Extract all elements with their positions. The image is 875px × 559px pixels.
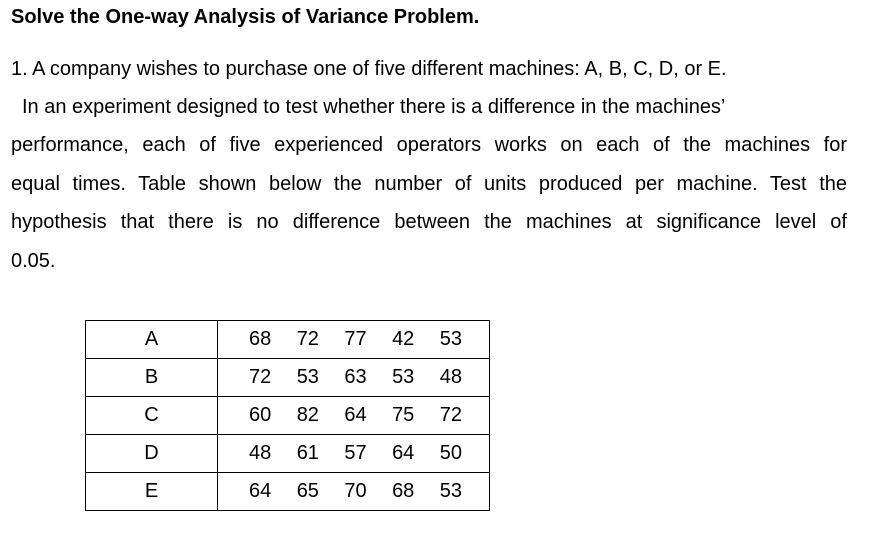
machine-values-cell	[218, 321, 490, 359]
value: 70	[344, 480, 367, 502]
value: 53	[439, 480, 462, 502]
machine-label: E	[86, 473, 218, 511]
value: 53	[392, 366, 415, 388]
value: 72	[249, 366, 272, 388]
machine-values-cell	[218, 473, 490, 511]
table-row-b	[86, 359, 490, 397]
problem-line-4: equal times. Table shown below the number of units produced per machine. Test the	[11, 173, 847, 195]
page-title: Solve the One-way Analysis of Variance Problem.	[11, 6, 480, 28]
machine-label: C	[86, 397, 218, 435]
machine-label: A	[86, 321, 218, 359]
machine-values-cell	[218, 435, 490, 473]
value: 82	[296, 404, 319, 426]
value: 42	[392, 328, 415, 350]
value: 72	[439, 404, 462, 426]
value: 53	[439, 328, 462, 350]
problem-line-3: performance, each of five experienced operators works on each of the machines for	[11, 134, 847, 156]
value: 75	[392, 404, 415, 426]
table-row-e	[86, 473, 490, 511]
value: 50	[439, 442, 462, 464]
value: 68	[249, 328, 272, 350]
problem-line-2: In an experiment designed to test whether there is a difference in the machines’	[22, 96, 726, 118]
machine-values-cell	[218, 397, 490, 435]
value: 72	[296, 328, 319, 350]
machine-values-cell	[218, 359, 490, 397]
value: 77	[344, 328, 367, 350]
problem-line-1: 1. A company wishes to purchase one of five different machines: A, B, C, D, or E.	[11, 58, 727, 80]
value: 65	[296, 480, 319, 502]
value: 63	[344, 366, 367, 388]
value: 68	[392, 480, 415, 502]
machine-data-table	[85, 320, 490, 511]
machine-label: B	[86, 359, 218, 397]
value: 53	[296, 366, 319, 388]
problem-line-6: 0.05.	[11, 250, 56, 272]
value: 64	[392, 442, 415, 464]
problem-line-5: hypothesis that there is no difference between the machines at significance level of	[11, 211, 847, 233]
value: 48	[249, 442, 272, 464]
table-row-a	[86, 321, 490, 359]
value: 64	[344, 404, 367, 426]
table-row-d	[86, 435, 490, 473]
value: 61	[296, 442, 319, 464]
table-row-c	[86, 397, 490, 435]
machine-label: D	[86, 435, 218, 473]
value: 57	[344, 442, 367, 464]
value: 48	[439, 366, 462, 388]
value: 60	[249, 404, 272, 426]
value: 64	[249, 480, 272, 502]
